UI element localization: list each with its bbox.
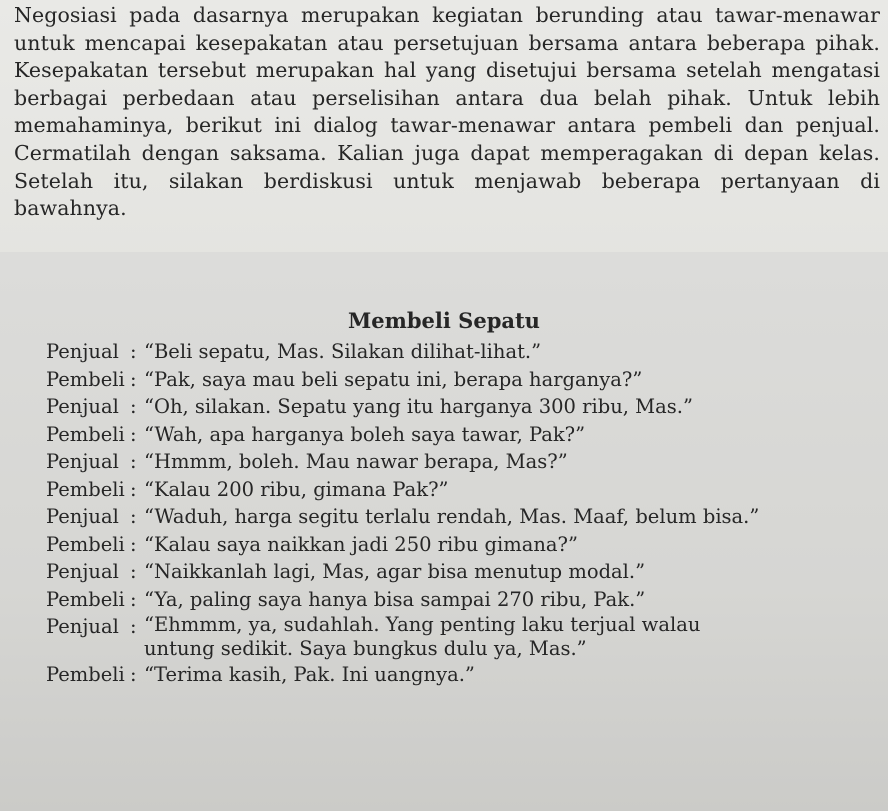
dialog-line (46, 531, 876, 559)
speaker-name: Pembeli (46, 477, 125, 501)
speaker-name: Pembeli (46, 532, 125, 556)
speaker-separator: : (130, 422, 137, 446)
intro-paragraph (14, 2, 880, 223)
speaker-separator: : (130, 560, 137, 583)
dialog-utterance: “Ehmmm, ya, sudahlah. Yang penting laku terjual walau untung sedikit. Saya bungkus dulu ya, Mas.” (144, 613, 701, 660)
intro-text: Negosiasi pada dasarnya merupakan kegiatan berunding atau tawar-menawar untuk mencapai kesepakatan atau persetujuan bersama antara beberapa pihak. Kesepakatan tersebut merupakan hal yang disetujui bersama setelah mengatasi berbagai perbedaan atau perselisihan antara dua belah pihak. Untuk lebih memahaminya, berikut ini dialog tawar-menawar antara pembeli dan penjual. Cermatilah dengan saksama. Kalian juga dapat memperagakan di depan kelas. Setelah itu, silakan berdiskusi untuk menjawab beberapa pertanyaan di bawahnya. (14, 3, 880, 221)
speaker-name: Penjual (46, 560, 119, 583)
dialog-lines (46, 338, 876, 689)
speaker-name: Pembeli (46, 663, 125, 686)
speaker-separator: : (130, 663, 137, 686)
speaker-separator: : (130, 477, 137, 501)
dialog-line (46, 586, 876, 614)
dialog-line (46, 366, 876, 394)
dialog-utterance: “Naikkanlah lagi, Mas, agar bisa menutup modal.” (144, 560, 646, 583)
dialog-line (46, 503, 876, 531)
speaker-name: Penjual (46, 450, 119, 473)
dialog-line (46, 421, 876, 449)
dialog-line (46, 393, 876, 421)
speaker-name: Pembeli (46, 367, 125, 391)
speaker-separator: : (130, 367, 137, 391)
speaker-separator: : (130, 532, 137, 556)
speaker-separator: : (130, 340, 137, 363)
speaker-separator: : (130, 615, 137, 638)
dialog-line (46, 558, 876, 586)
speaker-name: Penjual (46, 395, 119, 418)
dialog-line (46, 613, 876, 661)
dialog-utterance: “Beli sepatu, Mas. Silakan dilihat-lihat.” (144, 340, 542, 363)
dialog-utterance: “Oh, silakan. Sepatu yang itu harganya 300 ribu, Mas.” (144, 395, 693, 418)
dialog-line (46, 448, 876, 476)
dialog-utterance: “Waduh, harga segitu terlalu rendah, Mas. Maaf, belum bisa.” (144, 505, 760, 528)
dialog-utterance: “Kalau saya naikkan jadi 250 ribu gimana?” (144, 532, 578, 556)
dialog-utterance: “Terima kasih, Pak. Ini uangnya.” (144, 663, 475, 686)
dialog-line (46, 661, 876, 689)
dialog-utterance: “Ya, paling saya hanya bisa sampai 270 ribu, Pak.” (144, 587, 646, 611)
dialog-utterance: “Pak, saya mau beli sepatu ini, berapa harganya?” (144, 367, 643, 391)
speaker-name: Penjual (46, 615, 119, 638)
speaker-name: Pembeli (46, 422, 125, 446)
speaker-separator: : (130, 505, 137, 528)
dialog-line (46, 338, 876, 366)
dialog-title: Membeli Sepatu (348, 308, 540, 333)
speaker-separator: : (130, 587, 137, 611)
dialog-utterance: “Wah, apa harganya boleh saya tawar, Pak?” (144, 422, 586, 446)
speaker-name: Pembeli (46, 587, 125, 611)
speaker-separator: : (130, 450, 137, 473)
dialog-utterance: “Kalau 200 ribu, gimana Pak?” (144, 477, 449, 501)
dialog-line (46, 476, 876, 504)
speaker-name: Penjual (46, 505, 119, 528)
speaker-separator: : (130, 395, 137, 418)
speaker-name: Penjual (46, 340, 119, 363)
dialog-utterance: “Hmmm, boleh. Mau nawar berapa, Mas?” (144, 450, 568, 473)
